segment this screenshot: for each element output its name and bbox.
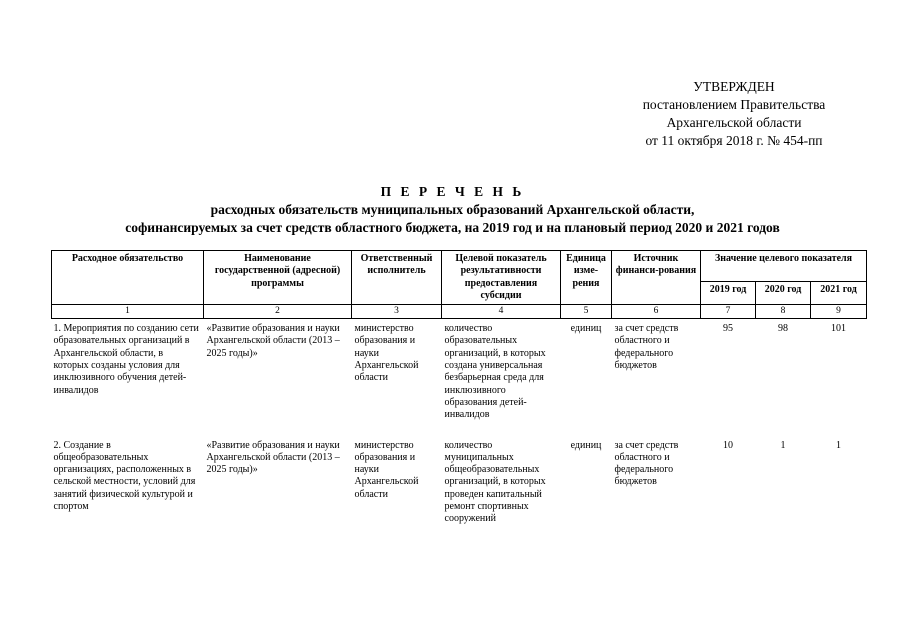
header-source: Источник финанси-рования	[612, 251, 701, 305]
cell-program: «Развитие образования и науки Архангельской области (2013 – 2025 годы)»	[206, 439, 340, 476]
cell-source: за счет средств областного и федерального бюджетов	[614, 323, 679, 372]
cell-value-2020: 98	[778, 323, 788, 335]
header-unit: Единица изме-рения	[561, 251, 612, 305]
col-number: 7	[701, 305, 756, 319]
cell-executor: министерство образования и науки Архангельской области	[354, 323, 419, 384]
col-number: 5	[561, 305, 612, 319]
cell-unit: единиц	[570, 323, 602, 335]
header-executor: Ответственный исполнитель	[352, 251, 442, 305]
header-2020: 2020 год	[756, 282, 811, 305]
cell-executor: министерство образования и науки Архангельской области	[354, 439, 419, 500]
col-number: 1	[52, 305, 204, 319]
cell-unit: единиц	[570, 439, 602, 451]
header-indicator: Целевой показатель результативности предоставления субсидии	[442, 251, 561, 305]
cell-value-2019: 95	[723, 323, 733, 335]
header-program: Наименование государственной (адресной) программы	[204, 251, 352, 305]
document-title: П Е Р Е Ч Е Н Ь	[380, 184, 525, 199]
cell-value-2021: 101	[831, 323, 846, 335]
document-subtitle-1: расходных обязательств муниципальных образований Архангельской области,	[210, 202, 695, 217]
cell-program: «Развитие образования и науки Архангельской области (2013 – 2025 годы)»	[206, 323, 340, 359]
cell-indicator: количество образовательных организаций, в которых создана универсальная безбарьерная среда для инклюзивного образования детей-инвалидов	[444, 323, 546, 421]
approval-label: УТВЕРЖДЕН	[693, 79, 775, 94]
col-number: 4	[442, 305, 561, 319]
approval-decree: постановлением Правительства	[642, 97, 826, 112]
col-number: 9	[811, 305, 867, 319]
table-row	[52, 319, 867, 436]
column-number-row	[52, 305, 867, 319]
approval-block	[600, 78, 868, 150]
col-number: 8	[756, 305, 811, 319]
col-number: 3	[352, 305, 442, 319]
header-obligation: Расходное обязательство	[52, 251, 204, 305]
obligations-table	[51, 250, 867, 540]
approval-region: Архангельской области	[666, 115, 802, 130]
cell-obligation: 2. Создание в общеобразовательных организациях, расположенных в сельской местности, условий для занятий физической культурой и спортом	[53, 439, 196, 513]
header-2021: 2021 год	[811, 282, 867, 305]
header-row	[52, 251, 867, 282]
cell-value-2021: 1	[836, 439, 841, 451]
cell-indicator: количество муниципальных общеобразовательных организаций, в которых проведен капитальный ремонт спортивных сооружений	[444, 439, 546, 525]
approval-date: от 11 октября 2018 г. № 454-пп	[645, 133, 823, 148]
cell-value-2020: 1	[780, 439, 786, 451]
document-subtitle-2: софинансируемых за счет средств областного бюджета, на 2019 год и на плановый период 2020 и 2021 годов	[125, 220, 780, 235]
cell-source: за счет средств областного и федерального бюджетов	[614, 439, 679, 488]
cell-value-2019: 10	[723, 439, 733, 451]
table-row	[52, 436, 867, 540]
col-number: 2	[204, 305, 352, 319]
cell-obligation: 1. Мероприятия по созданию сети образовательных организаций в Архангельской области, в которых созданы условия для инклюзивного обучения детей-инвалидов	[53, 323, 199, 396]
header-2019: 2019 год	[701, 282, 756, 305]
col-number: 6	[612, 305, 701, 319]
header-target: Значение целевого показателя	[701, 251, 867, 282]
